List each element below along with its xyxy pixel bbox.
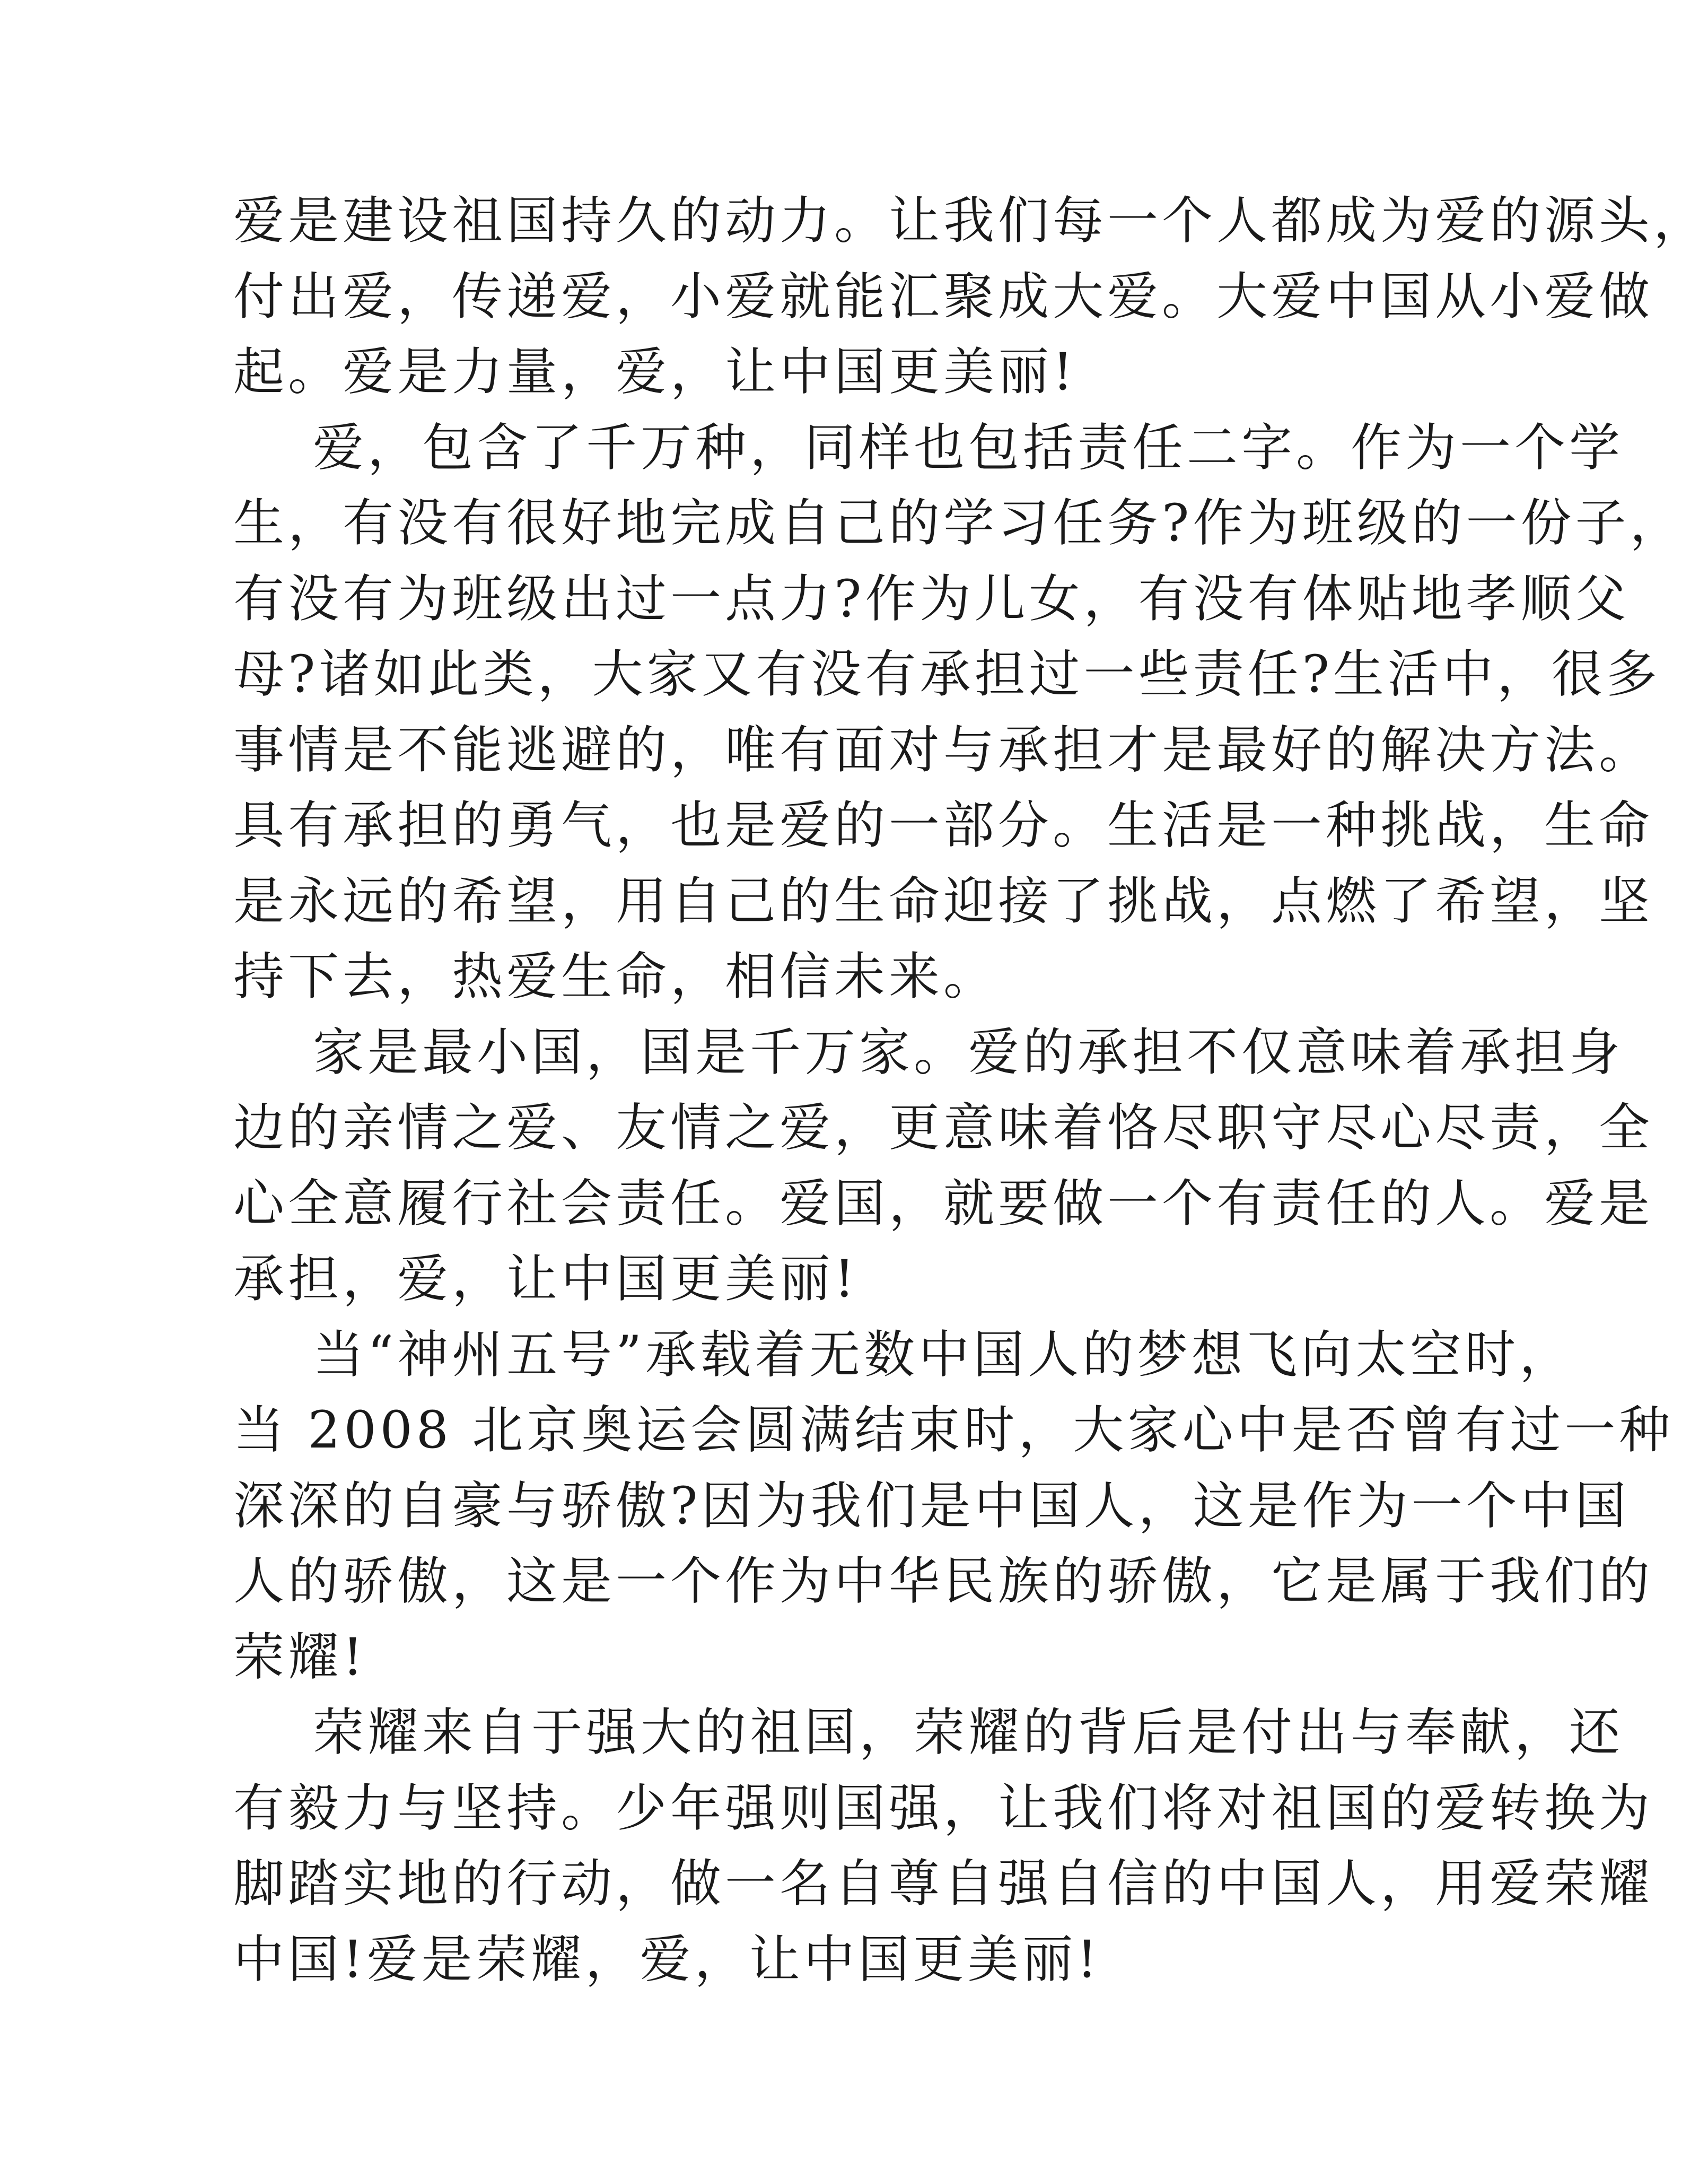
text-line: 深深的自豪与骄傲?因为我们是中国人，这是作为一个中国 [233,1476,1630,1536]
text-line: 持下去，热爱生命，相信未来。 [233,947,998,1006]
paragraph-first-line: 当“神州五号”承载着无数中国人的梦想飞向太空时， [313,1324,1574,1384]
text-line: 具有承担的勇气，也是爱的一部分。生活是一种挑战，生命 [233,796,1653,855]
text-line: 事情是不能逃避的，唯有面对与承担才是最好的解决方法。 [233,720,1653,780]
paragraph-first-line: 爱，包含了千万种，同样也包括责任二字。作为一个学 [313,417,1624,477]
document-body [233,183,1708,1997]
text-line: 有没有为班级出过一点力?作为儿女，有没有体贴地孝顺父 [233,569,1630,629]
text-line: 脚踏实地的行动，做一名自尊自强自信的中国人，用爱荣耀 [233,1854,1653,1913]
text-line: 当 2008 北京奥运会圆满结束时，大家心中是否曾有过一种 [233,1400,1674,1460]
text-line: 是永远的希望，用自己的生命迎接了挑战，点燃了希望，坚 [233,871,1653,931]
paragraph-first-line: 家是最小国，国是千万家。爱的承担不仅意味着承担身 [313,1022,1624,1082]
text-line: 生，有没有很好地完成自己的学习任务?作为班级的一份子， [233,493,1685,553]
text-line: 人的骄傲，这是一个作为中华民族的骄傲，它是属于我们的 [233,1551,1653,1611]
text-line: 有毅力与坚持。少年强则国强，让我们将对祖国的爱转换为 [233,1778,1653,1838]
paragraph-first-line: 荣耀来自于强大的祖国，荣耀的背后是付出与奉献，还 [313,1703,1624,1762]
text-line: 付出爱，传递爱，小爱就能汇聚成大爱。大爱中国从小爱做 [233,266,1653,326]
text-line: 中国!爱是荣耀，爱，让中国更美丽! [233,1929,1101,1989]
text-line: 心全意履行社会责任。爱国，就要做一个有责任的人。爱是 [233,1173,1653,1233]
text-line: 荣耀! [233,1627,367,1687]
text-line: 母?诸如此类，大家又有没有承担过一些责任?生活中，很多 [233,644,1661,704]
text-line: 承担，爱，让中国更美丽! [233,1249,859,1309]
text-line: 起。爱是力量，爱，让中国更美丽! [233,342,1077,402]
text-line: 边的亲情之爱、友情之爱，更意味着恪尽职守尽心尽责，全 [233,1098,1653,1157]
text-line: 爱是建设祖国持久的动力。让我们每一个人都成为爱的源头， [233,191,1708,250]
